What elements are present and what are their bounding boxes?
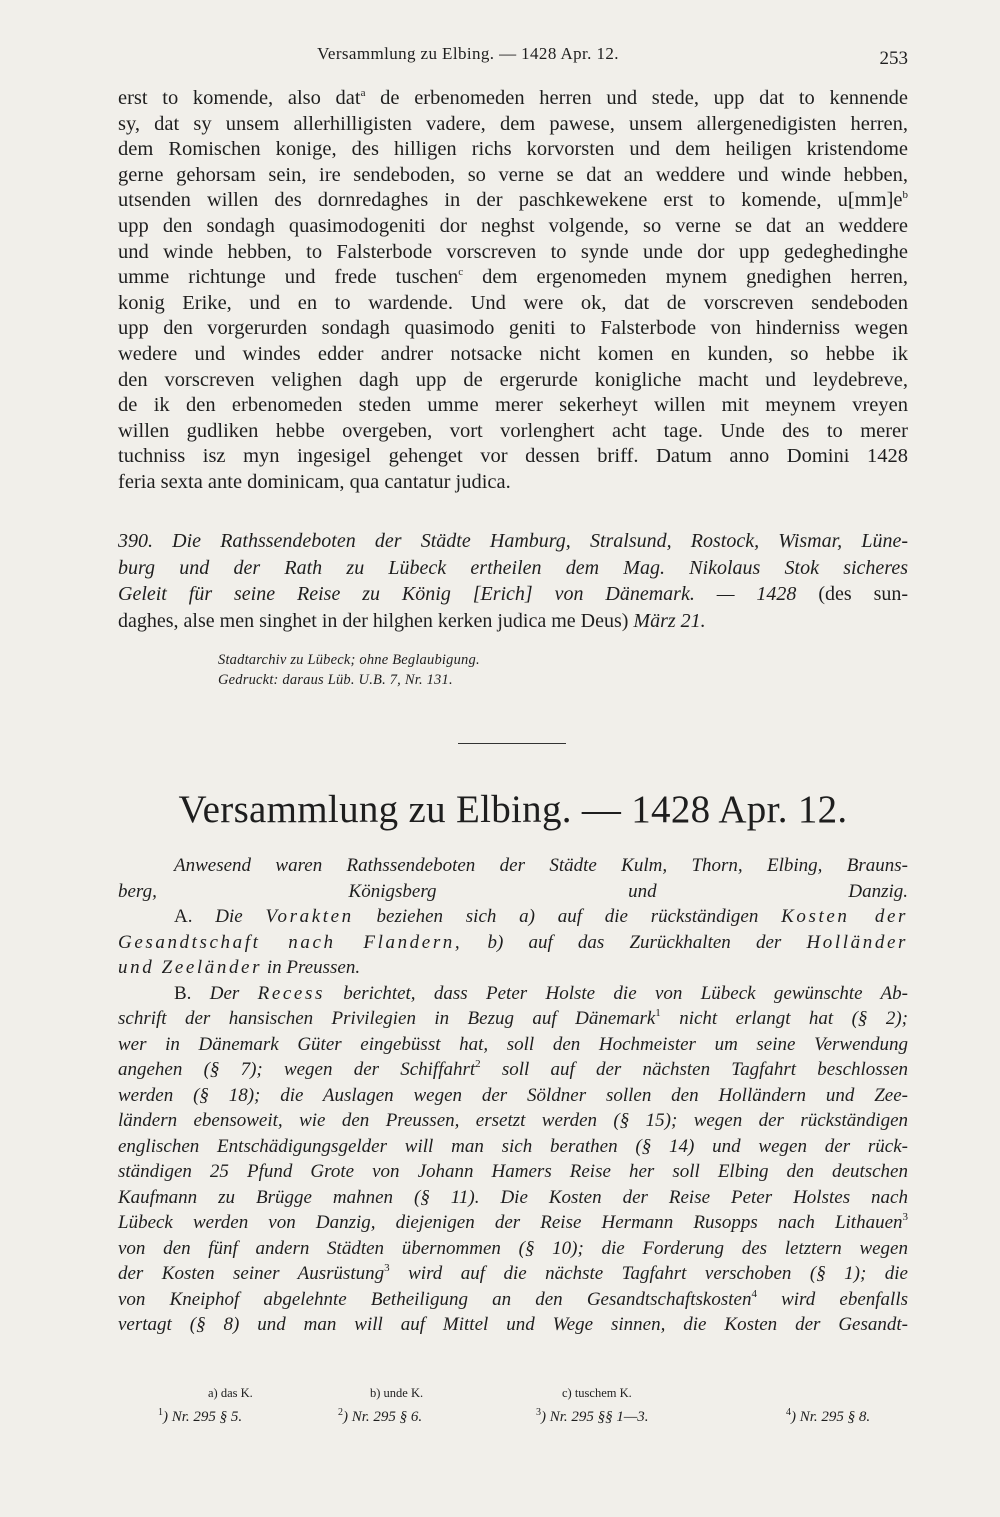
footnote-ref-number: 4: [786, 1407, 791, 1418]
section-line: [118, 955, 908, 981]
section-line: [118, 1134, 908, 1160]
body-line: [118, 137, 908, 163]
entry-date: März 21.: [628, 609, 706, 632]
section-line: [118, 1236, 908, 1262]
section-text-run: b) auf das Zurückhalten der: [462, 931, 807, 953]
body-text-run: dem Romischen konige, des hilligen richs korvorsten und dem heiligen kristendome: [118, 138, 908, 161]
section-text-run: in Preussen.: [262, 957, 361, 978]
footnote-marker: 3: [384, 1262, 390, 1274]
section-text-run: Lübeck werden von Danzig, diejenigen der Reise Hermann Rusopps nach Lithauen: [118, 1212, 903, 1233]
footnote-ref-text: ) Nr. 295 § 6.: [343, 1409, 423, 1425]
footnote-letter: b) unde K.: [370, 1386, 424, 1400]
footnote-marker: 4: [751, 1287, 757, 1300]
section-text-run: berichtet, dass Peter Holste die von Lübeck gewünschte Ab-: [324, 982, 908, 1004]
entry-title-part-2: burg und der Rath zu Lübeck ertheilen dem Mag. Nikolaus Stok sicheres: [118, 556, 908, 579]
section-text-run: wird ebenfalls: [756, 1288, 908, 1310]
entry-title-part-3: Geleit für seine Reise zu König [Erich] von Dänemark. — 1428: [118, 583, 797, 605]
footnote-marker: 1: [655, 1007, 661, 1019]
section-line: [118, 1261, 908, 1287]
footnote-marker: 3: [902, 1211, 908, 1223]
body-text-run: gerne gehorsam sein, ire sendeboden, so verne se dat an weddere und winde hebben,: [118, 163, 908, 186]
body-line: [118, 240, 908, 266]
running-title: Versammlung zu Elbing. — 1428 Apr. 12.: [317, 44, 619, 63]
body-line: [118, 368, 908, 394]
body-line: [118, 86, 908, 112]
body-line: [118, 163, 908, 189]
body-line: [118, 291, 908, 317]
section-text-run: soll auf der nächsten Tagfahrt beschlossen: [480, 1059, 909, 1080]
section-line: [118, 1108, 908, 1134]
body-text-run: und winde hebben, to Falsterbode vorscreven to synde unde dor upp gedeghedinghe: [118, 240, 908, 263]
section-line: [118, 853, 908, 879]
body-line: [118, 393, 908, 419]
footnote-ref-text: ) Nr. 295 § 5.: [163, 1409, 243, 1425]
body-line: [118, 342, 908, 368]
body-line: [118, 419, 908, 445]
section-text-run: ländern ebensoweit, wie den Preussen, ersetzt werden (§ 15); wegen der rückständigen: [118, 1110, 908, 1131]
body-text-run: den vorscreven velighen dagh upp de ergerurde konigliche macht und leydebreve,: [118, 368, 908, 391]
entry-line-3: [118, 581, 908, 608]
body-text-run: de erbenomeden herren und stede, upp dat to kennende: [365, 87, 908, 109]
spaced-emphasis: und Zeeländer: [118, 957, 263, 978]
footnote-ref: [536, 1407, 649, 1426]
body-text-run: feria sexta ante dominicam, qua cantatur judica.: [118, 470, 511, 493]
body-text-run: erst to komende, also dat: [118, 87, 361, 109]
body-text-run: upp den vorgerurden sondagh quasimodo geniti to Falsterbode von hinderniss wegen: [118, 317, 908, 340]
section-line: [118, 1185, 908, 1211]
section-text-run: Die: [215, 906, 266, 927]
entry-line-1: [118, 528, 908, 555]
entry-line-4: [118, 608, 908, 635]
body-line: [118, 265, 908, 291]
section-text-run: Kaufmann zu Brügge mahnen (§ 11). Die Kosten der Reise Peter Holstes nach: [118, 1186, 908, 1208]
footnote-ref-text: ) Nr. 295 § 8.: [791, 1409, 871, 1425]
body-line: [118, 444, 908, 470]
section-line: [118, 1057, 908, 1083]
section-text-run: beziehen sich a) auf die rückständigen: [353, 906, 782, 927]
section-text-run: Anwesend waren Rathssendeboten der Städte Kulm, Thorn, Elbing, Brauns-: [174, 855, 908, 876]
running-head: [118, 40, 908, 72]
section-line: [118, 879, 908, 905]
section-line: [118, 1210, 908, 1236]
section-line: [118, 1083, 908, 1109]
section-text-run: A.: [174, 906, 216, 927]
spaced-emphasis: Recess: [257, 982, 325, 1004]
section-line: [118, 1287, 908, 1313]
footnote-ref: [786, 1407, 871, 1426]
footnote-references: [118, 1409, 908, 1431]
body-text-run: sy, dat sy unsem allerhilligisten vadere, dem pawese, unsem allergenedigisten herren,: [118, 112, 908, 135]
entry-title-part-1: Die Rathssendeboten der Städte Hamburg, Stralsund, Rostock, Wismar, Lüne-: [172, 530, 909, 552]
section-text-run: von den fünf andern Städten übernommen (§ 10); die Forderung des letztern wegen: [118, 1237, 908, 1259]
section-text-run: berg, Königsberg und Danzig.: [118, 880, 908, 902]
body-text-run: utsenden willen des dornredaghes in der paschkewekene erst to komende, u[mm]e: [118, 189, 903, 212]
body-text-run: wedere und windes edder andrer notsacke nicht komen en kunden, so hebbe ik: [118, 342, 908, 365]
section-text-run: nicht erlangt hat (§ 2);: [660, 1008, 908, 1029]
entry-date-note-2: daghes, alse men singhet in der hilghen kerken judica me Deus): [118, 609, 629, 632]
document-entry-390: [118, 528, 908, 634]
footnote-ref-number: 2: [338, 1407, 343, 1418]
section-text-run: der Kosten seiner Ausrüstung: [118, 1263, 385, 1284]
spaced-emphasis: Gesandtschaft nach Flandern,: [118, 931, 463, 953]
body-line: [118, 214, 908, 240]
section-text-run: vertagt (§ 8) und man will auf Mittel und Wege sinnen, die Kosten der Gesandt-: [118, 1314, 908, 1335]
section-text-run: werden (§ 18); die Auslagen wegen der Söldner sollen den Holländern und Zee-: [118, 1084, 908, 1106]
body-text-run: willen gudliken hebbe overgeben, vort vorlenghert acht tage. Unde des to merer: [118, 419, 908, 442]
body-line: [118, 316, 908, 342]
section-text-run: von Kneiphof abgelehnte Betheiligung an den Gesandtschaftskosten: [118, 1288, 752, 1310]
footnote-ref: [338, 1407, 423, 1426]
footnote-letter: a) das K.: [208, 1386, 253, 1400]
section-summary: [118, 853, 908, 1338]
section-line: [118, 1032, 908, 1058]
body-line: [118, 470, 908, 496]
section-text-run: wer in Dänemark Güter eingebüsst hat, soll den Hochmeister um seine Verwendung: [118, 1033, 908, 1055]
section-text-run: Der: [209, 982, 258, 1004]
footnote-ref-number: 3: [536, 1407, 541, 1418]
footnote-ref-text: ) Nr. 295 §§ 1—3.: [541, 1409, 649, 1425]
section-line: [118, 981, 908, 1007]
section-line: [118, 1159, 908, 1185]
printed-note: Gedruckt: daraus Lüb. U.B. 7, Nr. 131.: [218, 672, 453, 688]
footnote-marker: a: [360, 87, 366, 99]
entry-number: 390.: [118, 530, 153, 552]
spaced-emphasis: Vorakten: [265, 906, 354, 927]
spaced-emphasis: Holländer: [806, 931, 908, 953]
section-separator: [458, 743, 566, 744]
spaced-emphasis: Kosten der: [781, 906, 909, 927]
body-line: [118, 188, 908, 214]
body-text-run: upp den sondagh quasimodogeniti dor neghst volgende, so verne se dat an weddere: [118, 214, 908, 237]
footnote-ref-number: 1: [158, 1407, 163, 1418]
section-line: [118, 904, 908, 930]
body-text-run: tuchniss isz myn ingesigel gehenget vor dessen briff. Datum anno Domini 1428: [118, 445, 908, 468]
footnote-letters: [118, 1386, 908, 1404]
section-heading: Versammlung zu Elbing. — 1428 Apr. 12.: [178, 788, 848, 831]
body-text-run: konig Erike, und en to wardende. Und were ok, dat de vorscreven sendeboden: [118, 291, 908, 314]
page-number: 253: [879, 48, 908, 69]
letter-body-text: [118, 86, 908, 496]
section-text-run: englischen Entschädigungsgelder will man sich berathen (§ 14) und wegen der rück-: [118, 1135, 908, 1157]
source-notes: [218, 650, 778, 690]
archive-note: Stadtarchiv zu Lübeck; ohne Beglaubigung.: [218, 652, 480, 668]
section-text-run: B.: [174, 982, 210, 1004]
body-text-run: de ik den erbenomeden steden umme merer sekerheyt willen mit meynem vreyen: [118, 394, 908, 417]
body-text-run: dem ergenomeden mynem gnedighen herren,: [463, 266, 908, 289]
entry-line-2: [118, 555, 908, 582]
body-text-run: umme richtunge und frede tuschen: [118, 266, 459, 289]
section-line: [118, 930, 908, 956]
entry-date-note-1: (des sun-: [796, 583, 909, 605]
section-text-run: angehen (§ 7); wegen der Schiffahrt: [118, 1059, 476, 1080]
section-text-run: schrift der hansischen Privilegien in Bezug auf Dänemark: [118, 1008, 656, 1029]
footnote-marker: 2: [475, 1058, 481, 1070]
footnote-marker: c: [458, 266, 464, 279]
section-text-run: wird auf die nächste Tagfahrt verschoben (§ 1); die: [389, 1263, 908, 1284]
footnote-ref: [158, 1407, 243, 1426]
section-line: [118, 1312, 908, 1338]
body-line: [118, 112, 908, 138]
section-text-run: ständigen 25 Pfund Grote von Johann Hamers Reise her soll Elbing den deutschen: [118, 1161, 908, 1182]
section-line: [118, 1006, 908, 1032]
footnote-letter: c) tuschem K.: [562, 1386, 632, 1400]
footnote-marker: b: [902, 189, 908, 202]
